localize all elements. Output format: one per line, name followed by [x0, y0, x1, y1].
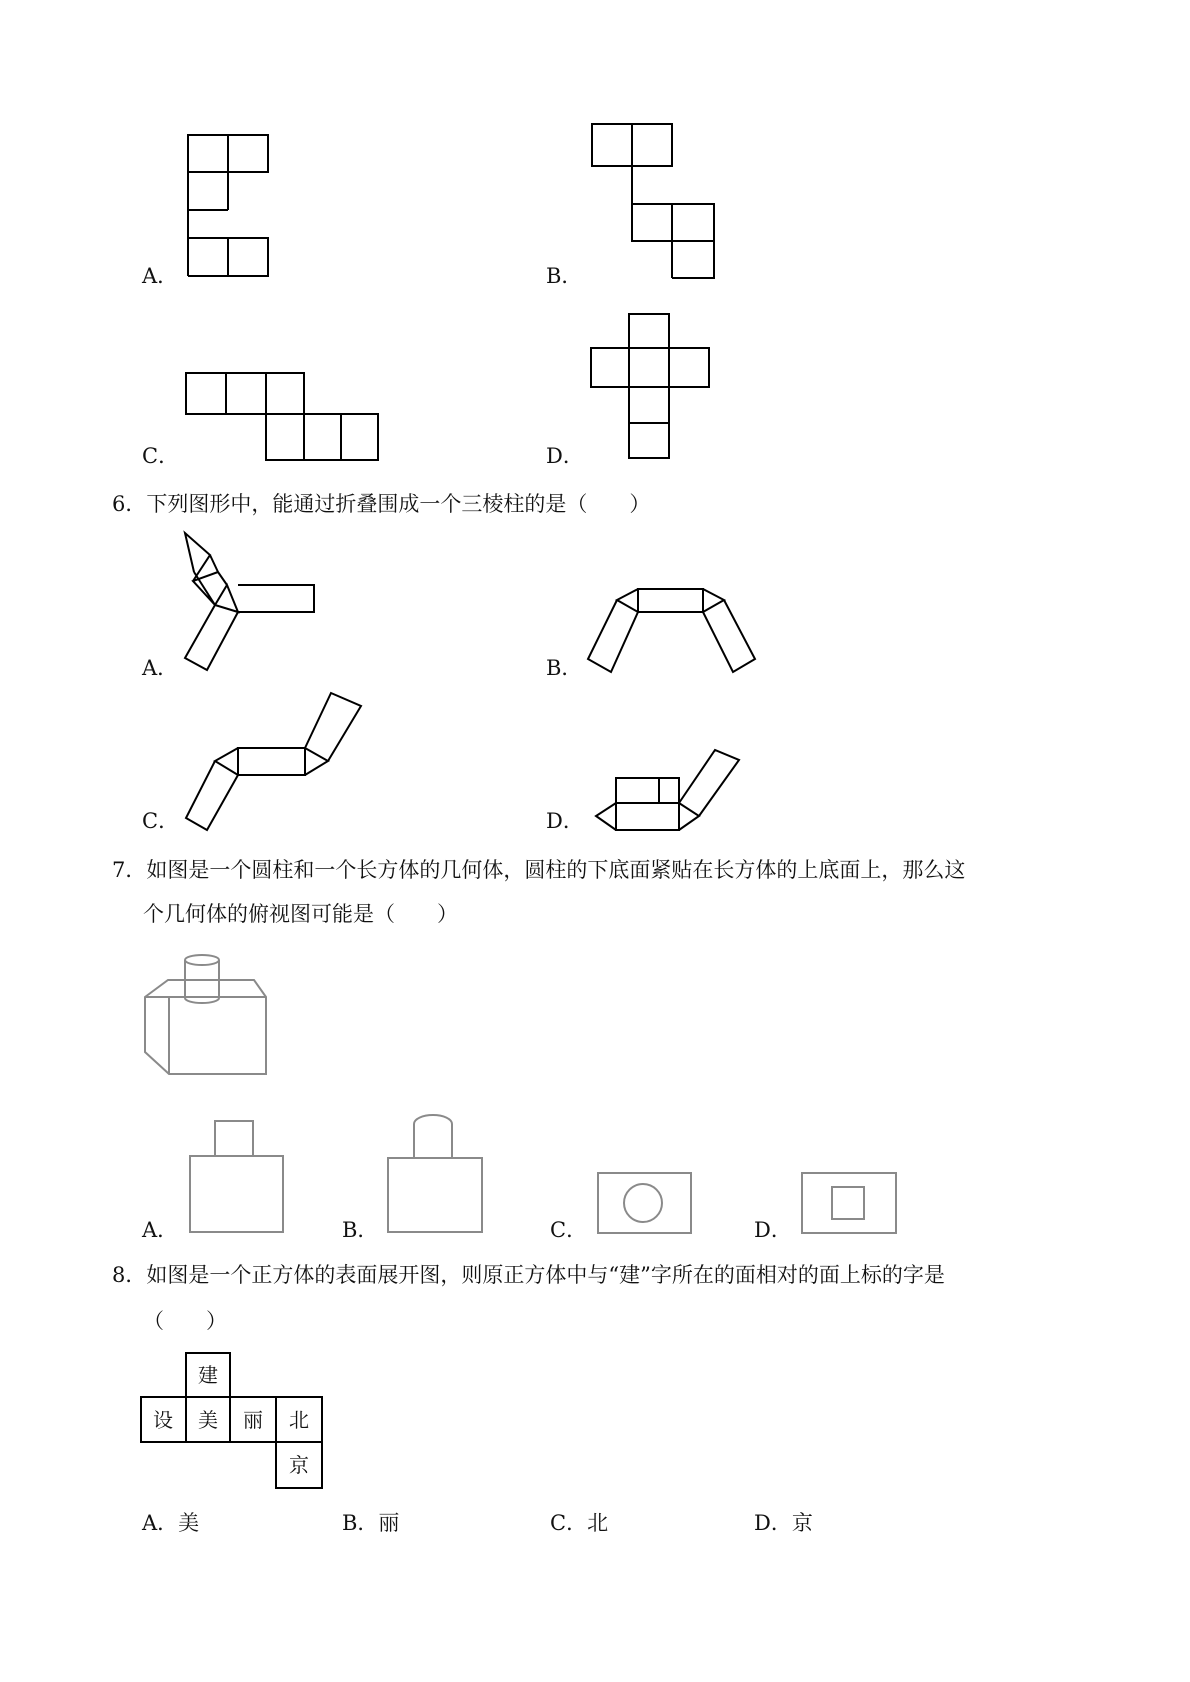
q6-stem: 6．下列图形中，能通过折叠围成一个三棱柱的是（ ）: [112, 492, 651, 516]
q6-net-a: [180, 525, 320, 675]
q8-net-char-jing: 京: [289, 1453, 309, 1477]
q8-option-b[interactable]: B．丽: [342, 1511, 400, 1535]
q8-net-char-bei: 北: [289, 1408, 309, 1432]
q8-stem-line2: （ ）: [143, 1309, 227, 1333]
q6-option-d-label[interactable]: D．: [546, 809, 584, 833]
q7-option-a-label[interactable]: A．: [142, 1218, 179, 1242]
q6-option-a-label[interactable]: A．: [142, 656, 179, 680]
q8-option-c[interactable]: C．北: [550, 1511, 609, 1535]
q5-net-b: [589, 121, 719, 286]
q5-net-c: [183, 370, 383, 465]
q8-net-char-li: 丽: [243, 1408, 263, 1432]
q7-stem-line1: 7．如图是一个圆柱和一个长方体的几何体，圆柱的下底面紧贴在长方体的上底面上，那么这: [112, 858, 966, 882]
q8-net-char-she: 设: [153, 1408, 173, 1432]
q5-net-d: [588, 311, 713, 466]
q8-net-char-jian: 建: [198, 1363, 218, 1387]
q7-view-c: [595, 1170, 695, 1238]
q5-option-c-label[interactable]: C．: [142, 444, 180, 468]
q7-solid-figure: [142, 952, 272, 1082]
q6-net-d: [593, 745, 743, 840]
q6-net-c: [183, 688, 368, 838]
q8-stem-line1: 8．如图是一个正方体的表面展开图，则原正方体中与“建”字所在的面相对的面上标的字是: [112, 1263, 945, 1287]
q8-option-a[interactable]: A．美: [142, 1511, 200, 1535]
q7-stem-line2: 个几何体的俯视图可能是（ ）: [143, 902, 458, 926]
q5-option-d-label[interactable]: D．: [546, 444, 584, 468]
q7-view-d: [799, 1170, 899, 1238]
q6-option-b-label[interactable]: B．: [546, 656, 583, 680]
q7-view-a: [187, 1118, 287, 1238]
q5-net-a: [185, 132, 275, 287]
q5-option-b-label[interactable]: B．: [546, 264, 583, 288]
q6-net-b: [585, 584, 765, 679]
q7-view-b: [385, 1108, 490, 1238]
q7-option-c-label[interactable]: C．: [550, 1218, 588, 1242]
q7-option-d-label[interactable]: D．: [754, 1218, 792, 1242]
q8-option-d[interactable]: D．京: [754, 1511, 813, 1535]
q6-option-c-label[interactable]: C．: [142, 809, 180, 833]
q8-net-char-mei: 美: [198, 1408, 218, 1432]
q7-option-b-label[interactable]: B．: [342, 1218, 379, 1242]
q8-cube-net: [138, 1350, 328, 1500]
q5-option-a-label[interactable]: A．: [142, 264, 179, 288]
